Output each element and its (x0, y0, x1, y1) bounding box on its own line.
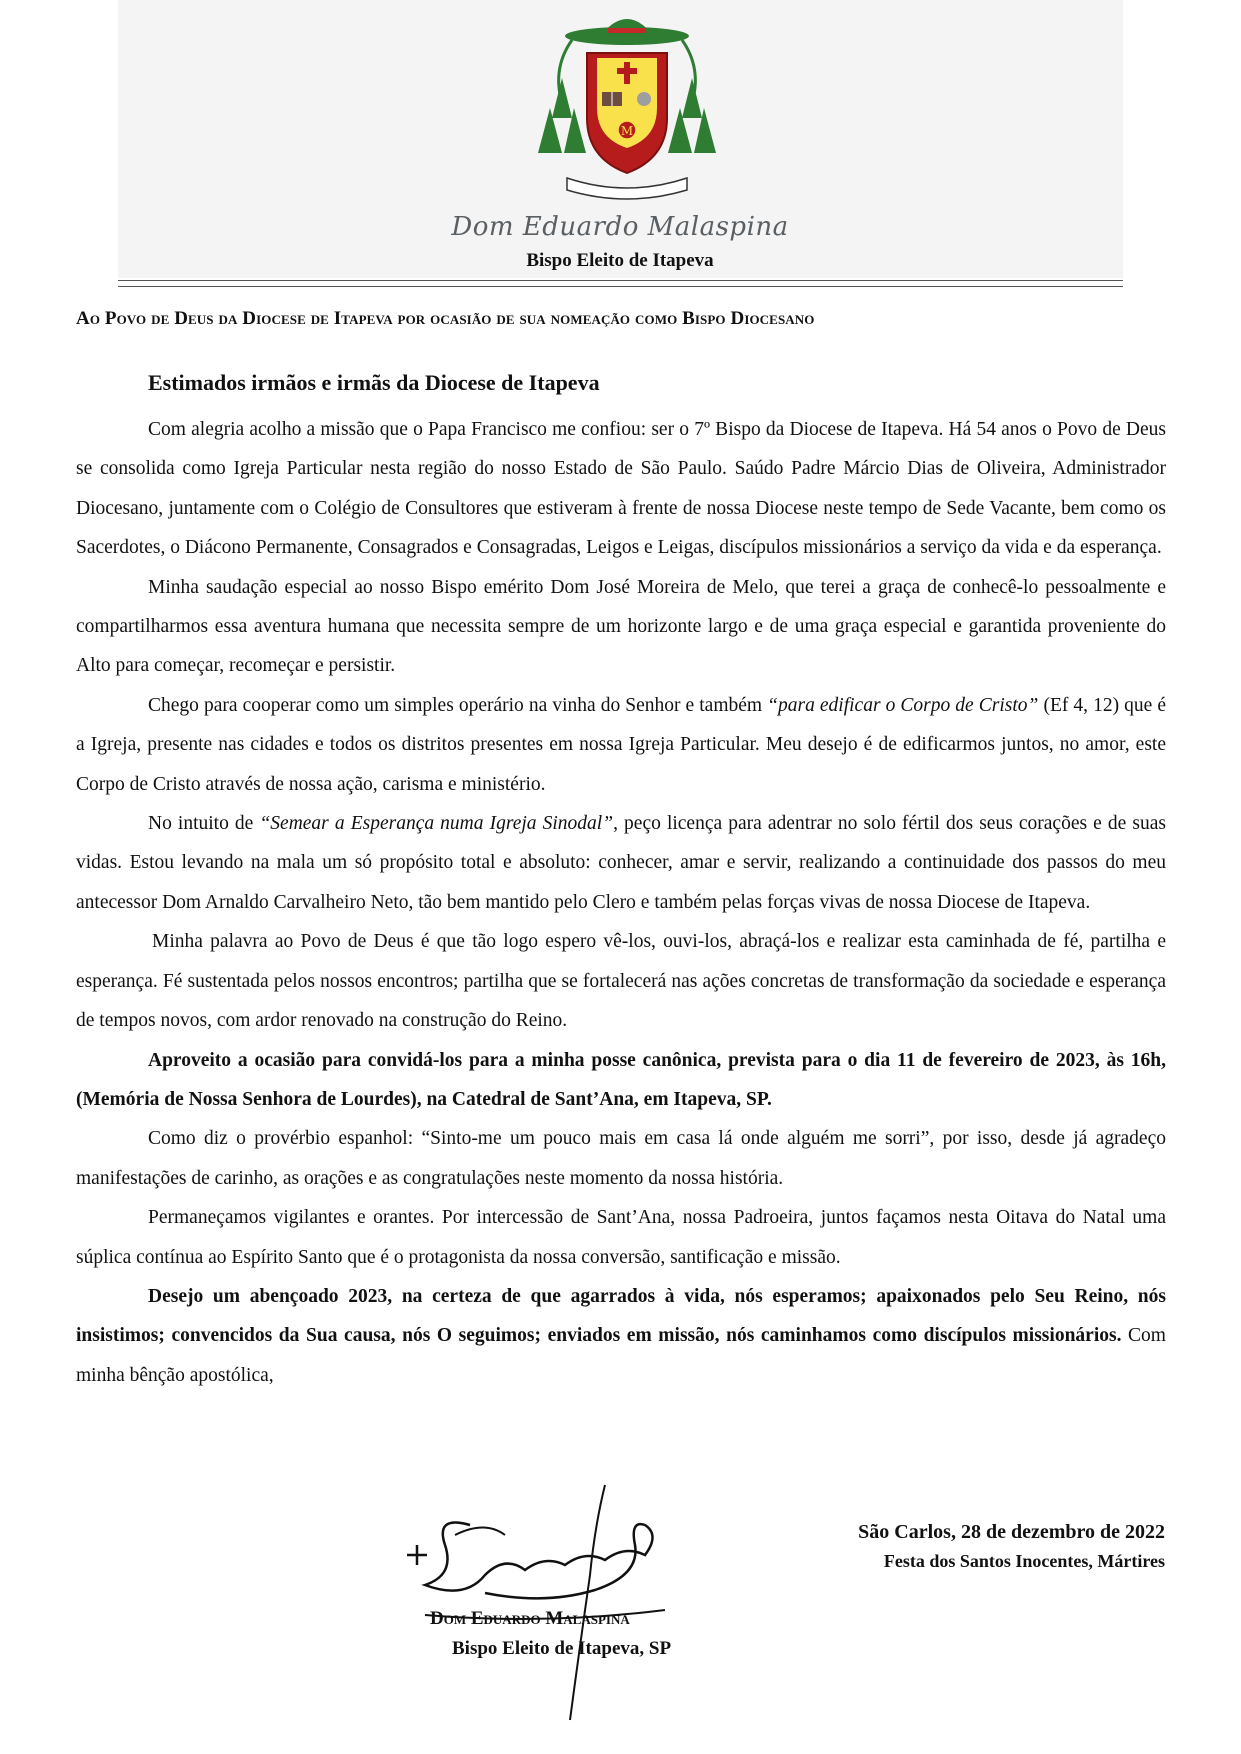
paragraph-4-lead: No intuito de (148, 813, 260, 835)
paragraph-4 (76, 804, 1166, 922)
scripture-quote: “para edificar o Corpo de Cristo” (767, 694, 1039, 716)
paragraph-3-rest: (Ef 4, 12) que é a Igreja, presente nas cidades e todos os distritos presentes em nossa Igreja Particular. Meu desejo é de edificarmos juntos, no amor, este Corpo de Cristo através de nossa ação, carisma e ministério. (76, 694, 1167, 795)
salutation: Estimados irmãos e irmãs da Diocese de Itapeva (148, 370, 600, 395)
paragraph-9-blessing: Desejo um abençoado 2023, na certeza de que agarrados à vida, nós esperamos; apaixonados pelo Seu Reino, nós insistimos; convencidos da Sua causa, nós O seguimos; enviados em missão, nós caminhamos como discípulos missionários. (76, 1285, 1166, 1347)
feast-day: Festa dos Santos Inocentes, Mártires (883, 1551, 1165, 1571)
signatory-role: Bispo Eleito de Itapeva, SP (452, 1638, 672, 1659)
handwritten-signature (395, 1465, 735, 1725)
paragraph-1: Com alegria acolho a missão que o Papa Francisco me confiou: ser o 7º Bispo da Diocese de Itapeva. Há 54 anos o Povo de Deus se consolida como Igreja Particular nesta região do nosso Estado de São Paulo. Saúdo Padre Márcio Dias de Oliveira, Administrador Diocesano, juntamente com o Colégio de Consultores que estiveram à frente de nossa Diocese neste tempo de Sede Vacante, bem como os Sacerdotes, o Diácono Permanente, Consagrados e Consagradas, Leigos e Leigas, discípulos missionários a serviço da vida e da esperança. (76, 419, 1166, 559)
letter-headline: Ao Povo de Deus da Diocese de Itapeva por ocasião de sua nomeação como Bispo Diocesano (76, 308, 815, 329)
paragraph-4-rest: , peço licença para adentrar no solo fértil dos seus corações e de suas vidas. Estou levando na mala um só propósito total e absoluto: conhecer, amar e servir, realizando a continuidade dos passos do meu antecessor Dom Arnaldo Carvalheiro Neto, tão bem mantido pelo Clero e também pelas forças vivas de nossa Diocese de Itapeva. (76, 813, 1166, 913)
theme-quote: “Semear a Esperança numa Igreja Sinodal” (259, 813, 614, 835)
episcopal-coat-of-arms (532, 8, 722, 208)
header-divider (118, 286, 1123, 287)
paragraph-7: Como diz o provérbio espanhol: “Sinto-me um pouco mais em casa lá onde alguém me sorri”, por isso, desde já agradeço manifestações de carinho, as orações e as congratulações neste momento da nossa história. (76, 1128, 1166, 1189)
letterhead-name: Dom Eduardo Malaspina (451, 212, 789, 242)
paragraph-9 (76, 1277, 1166, 1395)
paragraph-6-invitation: Aproveito a ocasião para convidá-los para a minha posse canônica, prevista para o dia 11 de fevereiro de 2023, às 16h, (Memória de Nossa Senhora de Lourdes), na Catedral de Sant’Ana, em Itapeva, SP. (76, 1049, 1166, 1110)
paragraph-2: Minha saudação especial ao nosso Bispo emérito Dom José Moreira de Melo, que terei a graça de conhecê-lo pessoalmente e compartilharmos essa aventura humana que necessita sempre de um horizonte largo e de uma graça especial e garantida proveniente do Alto para começar, recomeçar e persistir. (76, 576, 1166, 677)
header-divider (118, 280, 1123, 281)
paragraph-8: Permaneçamos vigilantes e orantes. Por intercessão de Sant’Ana, nossa Padroeira, juntos façamos nesta Oitava do Natal uma súplica contínua ao Espírito Santo que é o protagonista da nossa conversão, santificação e missão. (76, 1207, 1166, 1268)
letter-body (76, 410, 1166, 1395)
paragraph-5: Minha palavra ao Povo de Deus é que tão logo espero vê-los, ouvi-los, abraçá-los e realizar esta caminhada de fé, partilha e esperança. Fé sustentada pelos nossos encontros; partilha que se fortalecerá nas ações concretas de transformação da sociedade e esperança de tempos novos, com ardor renovado na construção do Reino. (76, 931, 1166, 1032)
paragraph-3 (76, 686, 1166, 804)
paragraph-3-lead: Chego para cooperar como um simples operário na vinha do Senhor e também (148, 694, 768, 716)
svg-text:M: M (620, 124, 634, 138)
place-date-block (858, 1518, 1165, 1576)
letterhead-subtitle: Bispo Eleito de Itapeva (526, 250, 714, 271)
paragraph-9-closing: Com minha bênção apostólica, (76, 1325, 1166, 1386)
place-date: São Carlos, 28 de dezembro de 2022 (858, 1521, 1165, 1543)
signatory-name: Dom Eduardo Malaspina (430, 1608, 630, 1629)
